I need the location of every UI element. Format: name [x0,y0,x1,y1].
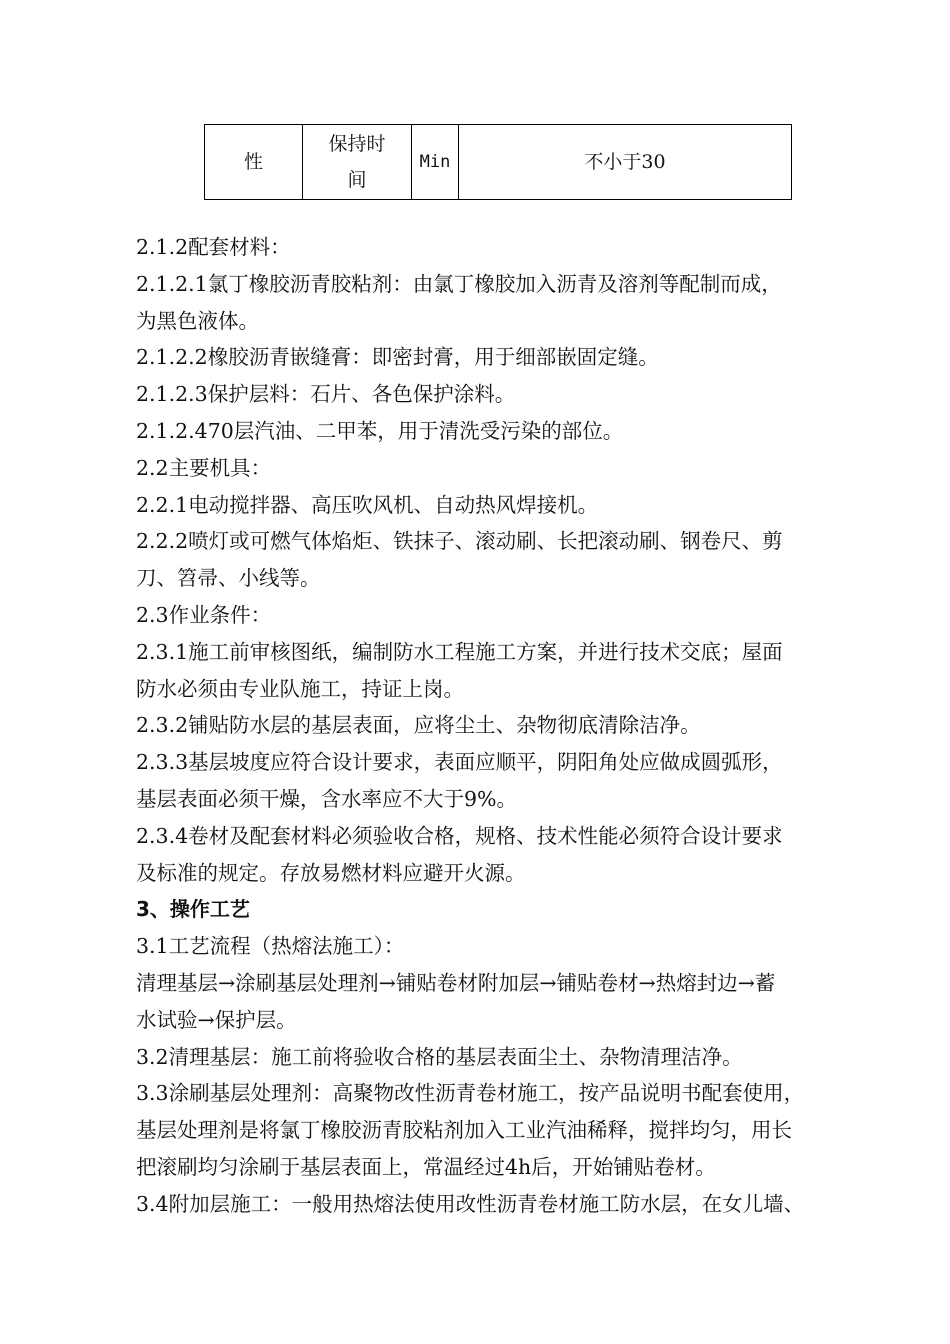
item-line-1: 保持时 [328,133,386,155]
table-cell-property: 性 [205,125,303,200]
text-line: 基层处理剂是将氯丁橡胶沥青胶粘剂加入工业汽油稀释，搅拌均匀，用长 [136,1118,792,1143]
text-line: 2.2.2喷灯或可燃气体焰炬、铁抹子、滚动刷、长把滚动刷、钢卷尺、剪 [136,529,783,554]
text-line: 2.3作业条件： [136,602,272,627]
text-line: 2.3.4卷材及配套材料必须验收合格，规格、技术性能必须符合设计要求 [136,823,783,848]
text-line: 为黑色液体。 [136,308,259,333]
text-line: 3.2清理基层：施工前将验收合格的基层表面尘土、杂物清理洁净。 [136,1044,743,1069]
text-line: 2.3.2铺贴防水层的基层表面，应将尘土、杂物彻底清除洁净。 [136,713,701,738]
text-line: 防水必须由专业队施工，持证上岗。 [136,676,464,701]
text-line: 水试验→保护层。 [136,1007,297,1032]
item-line-2: 间 [347,169,367,191]
text-line: 基层表面必须干燥，含水率应不大于9%。 [136,786,518,811]
table-row [205,125,792,200]
text-line: 2.3.3基层坡度应符合设计要求，表面应顺平，阴阳角处应做成圆弧形， [136,750,783,775]
spec-table [204,124,792,200]
text-line: 2.2.1电动搅拌器、高压吹风机、自动热风焊接机。 [136,492,599,517]
text-line: 3.4附加层施工：一般用热熔法使用改性沥青卷材施工防水层，在女儿墙、 [136,1191,805,1216]
text-line: 把滚刷均匀涂刷于基层表面上，常温经过4h后，开始铺贴卷材。 [136,1154,716,1179]
section-heading: 3、操作工艺 [136,897,250,922]
text-line: 2.3.1施工前审核图纸，编制防水工程施工方案，并进行技术交底；屋面 [136,639,783,664]
text-line: 及标准的规定。存放易燃材料应避开火源。 [136,860,526,885]
text-line: 2.2主要机具： [136,455,272,480]
text-line: 刀、笤帚、小线等。 [136,566,321,591]
text-line: 2.1.2.3保护层料：石片、各色保护涂料。 [136,382,516,407]
table-cell-value: 不小于30 [459,125,792,200]
text-line: 2.1.2.1氯丁橡胶沥青胶粘剂：由氯丁橡胶加入沥青及溶剂等配制而成， [136,271,782,296]
text-line: 3.1工艺流程（热熔法施工）： [136,934,405,959]
text-line: 2.1.2.470层汽油、二甲苯，用于清洗受污染的部位。 [136,418,624,443]
body-text [136,229,896,1223]
text-line: 清理基层→涂刷基层处理剂→铺贴卷材附加层→铺贴卷材→热熔封边→蓄 [136,970,776,995]
table-cell-item [303,125,412,200]
table-cell-unit: Min [412,125,459,200]
text-line: 2.1.2.2橡胶沥青嵌缝膏：即密封膏，用于细部嵌固定缝。 [136,345,659,370]
text-line: 2.1.2配套材料： [136,235,291,259]
text-line: 3.3涂刷基层处理剂：高聚物改性沥青卷材施工，按产品说明书配套使用， [136,1081,805,1106]
